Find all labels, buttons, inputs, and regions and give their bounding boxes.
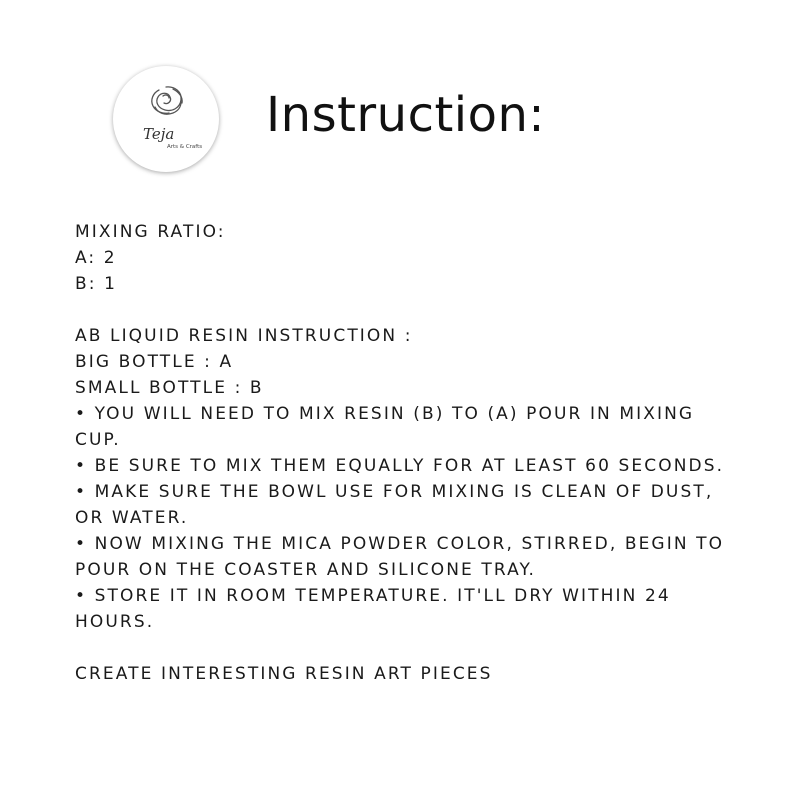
small-bottle-line: SMALL BOTTLE : B	[75, 378, 264, 398]
logo-tagline: Arts & Crafts	[167, 144, 203, 150]
instruction-step: • MAKE SURE THE BOWL USE FOR MIXING IS CLEAN OF DUST, OR WATER.	[75, 482, 714, 528]
instruction-step: • YOU WILL NEED TO MIX RESIN (B) TO (A) POUR IN MIXING CUP.	[75, 404, 695, 450]
page-title: Instruction:	[266, 87, 546, 143]
logo-brand: Teja	[143, 125, 175, 143]
footer-text: CREATE INTERESTING RESIN ART PIECES	[75, 664, 493, 684]
ratio-line-b: B: 1	[75, 274, 118, 294]
big-bottle-line: BIG BOTTLE : A	[75, 352, 234, 372]
spacer	[75, 635, 735, 661]
instruction-step: • STORE IT IN ROOM TEMPERATURE. IT'LL DRY WITHIN 24 HOURS.	[75, 586, 671, 632]
instruction-step: • NOW MIXING THE MICA POWDER COLOR, STIRRED, BEGIN TO POUR ON THE COASTER AND SILICONE TRAY.	[75, 534, 725, 580]
ratio-line-a: A: 2	[75, 248, 117, 268]
instruction-heading: AB LIQUID RESIN INSTRUCTION :	[75, 326, 413, 346]
instruction-step: • BE SURE TO MIX THEM EQUALLY FOR AT LEAST 60 SECONDS.	[75, 456, 725, 476]
rose-icon	[113, 66, 219, 172]
spacer	[75, 297, 735, 323]
mixing-ratio-heading: MIXING RATIO:	[75, 222, 226, 242]
instruction-body	[75, 219, 735, 687]
brand-logo	[113, 66, 219, 172]
